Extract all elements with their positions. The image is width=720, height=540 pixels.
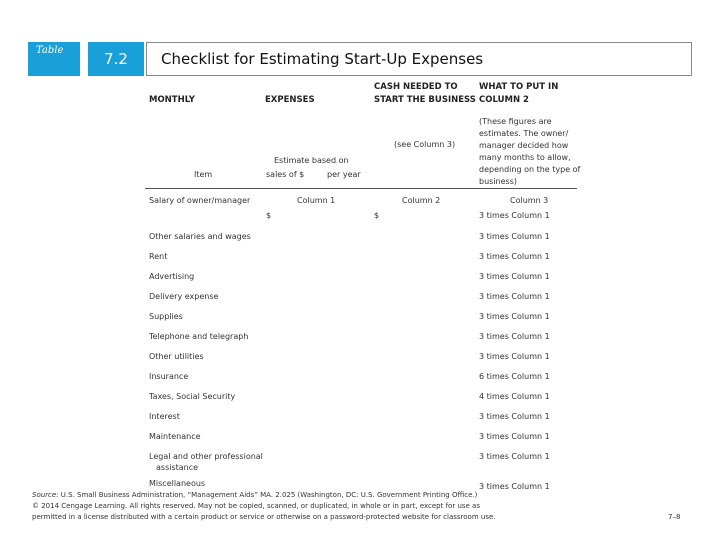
column-1-label: Column 1 <box>297 196 336 205</box>
header-expenses: EXPENSES <box>265 95 315 105</box>
row-item: Supplies <box>149 312 183 321</box>
note-line-6: business) <box>479 177 517 186</box>
row-col3: 3 times Column 1 <box>479 272 550 281</box>
column-2-label: Column 2 <box>402 196 441 205</box>
row-col3: 3 times Column 1 <box>479 352 550 361</box>
header-cash-line2: START THE BUSINESS <box>374 95 476 105</box>
page-title: Checklist for Estimating Start-Up Expenses <box>161 50 484 68</box>
row-item: Maintenance <box>149 432 201 441</box>
table-label-tab <box>28 42 80 76</box>
header-what-line2: COLUMN 2 <box>479 95 529 105</box>
row-col3: 4 times Column 1 <box>479 392 550 401</box>
row-item: Other salaries and wages <box>149 232 251 241</box>
row-col3: 3 times Column 1 <box>479 432 550 441</box>
copyright-line-2: permitted in a license distributed with a certain product or service or otherwise on a password-protected website for classroom use. <box>32 513 496 521</box>
sales-of: sales of $ <box>266 170 305 179</box>
row-col3: 6 times Column 1 <box>479 372 550 381</box>
dollar-col1: $ <box>266 211 272 220</box>
row-item: Delivery expense <box>149 292 219 301</box>
table-number: 7.2 <box>104 50 128 68</box>
row-col3: 3 times Column 1 <box>479 412 550 421</box>
table-label: Table <box>36 45 64 56</box>
header-divider <box>145 188 577 189</box>
column-3-label: Column 3 <box>510 196 549 205</box>
estimate-based-on: Estimate based on <box>274 156 349 165</box>
row-col3: 3 times Column 1 <box>479 312 550 321</box>
item-header: Item <box>194 170 213 179</box>
copyright-line-1: © 2014 Cengage Learning. All rights reserved. May not be copied, scanned, or duplicated, in whole or in part, except for use as <box>32 502 480 510</box>
header-cash-line1: CASH NEEDED TO <box>374 82 458 92</box>
row-item: Rent <box>149 252 168 261</box>
footer <box>32 490 632 523</box>
row-col3: 3 times Column 1 <box>479 252 550 261</box>
row-item-continued: assistance <box>156 463 199 472</box>
row-item: Telephone and telegraph <box>149 332 249 341</box>
source-label: Source: <box>32 491 59 499</box>
note-line-3: manager decided how <box>479 141 569 150</box>
row-item: Interest <box>149 412 180 421</box>
source-line <box>32 490 632 501</box>
title-box <box>146 42 692 76</box>
header-what-line1: WHAT TO PUT IN <box>479 82 559 92</box>
table-number-box <box>88 42 144 76</box>
row-col3: 3 times Column 1 <box>479 292 550 301</box>
header-monthly: MONTHLY <box>149 95 195 105</box>
see-column-3: (see Column 3) <box>394 140 456 149</box>
source-text: U.S. Small Business Administration, “Management Aids” MA. 2.025 (Washington, DC: U.S. Government Printing Office.) <box>60 491 478 499</box>
row-col3: 3 times Column 1 <box>479 482 550 491</box>
row-item: Other utilities <box>149 352 204 361</box>
row-col3: 3 times Column 1 <box>479 332 550 341</box>
page-number: 7–8 <box>668 513 681 521</box>
note-line-4: many months to allow, <box>479 153 571 162</box>
row-col3: 3 times Column 1 <box>479 211 550 220</box>
dollar-col2: $ <box>374 211 380 220</box>
row-item: Taxes, Social Security <box>149 392 236 401</box>
row-item: Advertising <box>149 272 195 281</box>
row-col3: 3 times Column 1 <box>479 232 550 241</box>
row-col3: 3 times Column 1 <box>479 452 550 461</box>
note-line-2: estimates. The owner/ <box>479 129 569 138</box>
row-item: Miscellaneous <box>149 479 206 488</box>
row-item: Salary of owner/manager <box>149 196 251 205</box>
row-item: Insurance <box>149 372 189 381</box>
row-item: Legal and other professional <box>149 452 263 461</box>
per-year: per year <box>327 170 361 179</box>
note-line-1: (These figures are <box>479 117 552 126</box>
note-line-5: depending on the type of <box>479 165 581 174</box>
